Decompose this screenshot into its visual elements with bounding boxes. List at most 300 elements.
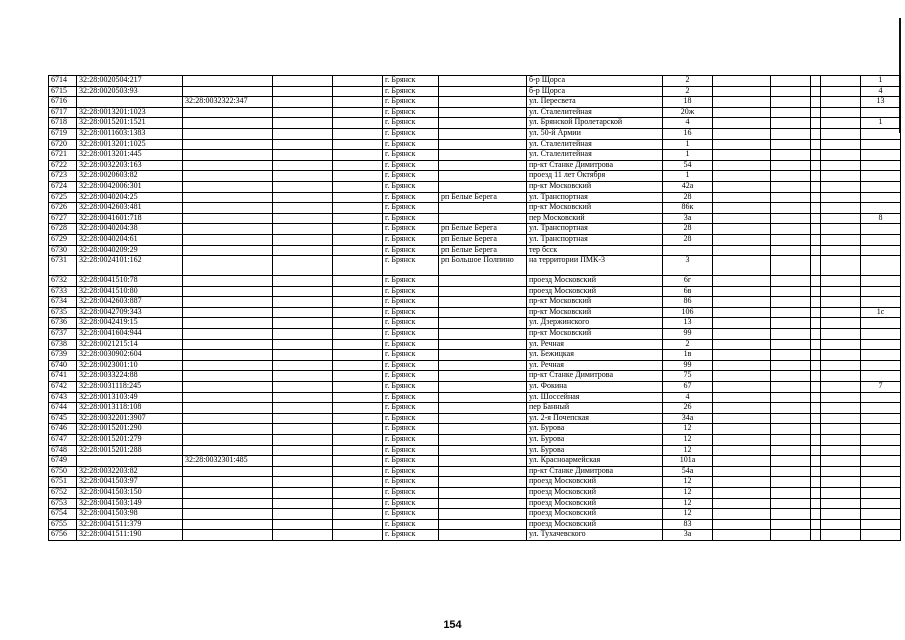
table-row [49, 160, 901, 171]
settlement-cell [439, 456, 527, 467]
cadastral-number-alt-cell [183, 139, 273, 150]
row-number-cell: 6725 [49, 192, 77, 203]
apartment-cell [861, 435, 901, 446]
apartment-cell [861, 256, 901, 276]
apartment-cell: 1 [861, 118, 901, 129]
empty-cell [713, 477, 771, 488]
apartment-cell [861, 107, 901, 118]
house-number-cell: 20ж [663, 107, 713, 118]
settlement-cell [439, 350, 527, 361]
table-row [49, 318, 901, 329]
empty-cell [333, 530, 383, 541]
empty-cell [273, 181, 333, 192]
row-number-cell: 6734 [49, 297, 77, 308]
empty-cell [333, 128, 383, 139]
street-cell: ул. Сталелитейная [527, 107, 663, 118]
apartment-cell: 8 [861, 213, 901, 224]
city-cell: г. Брянск [383, 97, 439, 108]
city-cell: г. Брянск [383, 456, 439, 467]
empty-cell [771, 371, 811, 382]
cadastral-number-alt-cell [183, 350, 273, 361]
table-row [49, 424, 901, 435]
house-number-cell: 54а [663, 466, 713, 477]
empty-cell [273, 477, 333, 488]
apartment-cell [861, 350, 901, 361]
cadastral-number-alt-cell [183, 128, 273, 139]
empty-cell [771, 86, 811, 97]
city-cell: г. Брянск [383, 339, 439, 350]
cadastral-number-cell: 32:28:0015201:1521 [77, 118, 183, 129]
cadastral-number-alt-cell [183, 466, 273, 477]
city-cell: г. Брянск [383, 509, 439, 520]
empty-cell [811, 318, 821, 329]
apartment-cell [861, 403, 901, 414]
apartment-cell [861, 139, 901, 150]
apartment-cell [861, 171, 901, 182]
table-row [49, 339, 901, 350]
cadastral-number-cell: 32:28:0013103:49 [77, 392, 183, 403]
empty-cell [811, 413, 821, 424]
cadastral-number-alt-cell [183, 413, 273, 424]
house-number-cell: 28 [663, 224, 713, 235]
house-number-cell: 1 [663, 150, 713, 161]
empty-cell [713, 530, 771, 541]
apartment-cell [861, 371, 901, 382]
cadastral-number-cell: 32:28:0032203:163 [77, 160, 183, 171]
empty-cell [771, 213, 811, 224]
empty-cell [821, 234, 861, 245]
street-cell: на территории ПМК-3 [527, 256, 663, 276]
empty-cell [811, 297, 821, 308]
street-cell: ул. Брянской Пролетарской [527, 118, 663, 129]
row-number-cell: 6751 [49, 477, 77, 488]
empty-cell [333, 307, 383, 318]
cadastral-number-alt-cell [183, 213, 273, 224]
empty-cell [713, 276, 771, 287]
row-number-cell: 6746 [49, 424, 77, 435]
empty-cell [771, 498, 811, 509]
empty-cell [771, 160, 811, 171]
cadastral-number-cell: 32:28:0011603:1383 [77, 128, 183, 139]
empty-cell [771, 224, 811, 235]
table-row [49, 171, 901, 182]
cadastral-number-cell: 32:28:0033224:88 [77, 371, 183, 382]
empty-cell [771, 171, 811, 182]
street-cell: ул. 50-й Армии [527, 128, 663, 139]
apartment-cell [861, 150, 901, 161]
empty-cell [333, 466, 383, 477]
empty-cell [273, 329, 333, 340]
empty-cell [713, 256, 771, 276]
empty-cell [713, 371, 771, 382]
row-number-cell: 6741 [49, 371, 77, 382]
cadastral-number-alt-cell [183, 403, 273, 414]
cadastral-number-cell: 32:28:0015201:290 [77, 424, 183, 435]
empty-cell [821, 435, 861, 446]
apartment-cell [861, 413, 901, 424]
table-row [49, 350, 901, 361]
empty-cell [811, 245, 821, 256]
cadastral-number-cell [77, 456, 183, 467]
street-cell: ул. Сталелитейная [527, 150, 663, 161]
empty-cell [821, 256, 861, 276]
row-number-cell: 6738 [49, 339, 77, 350]
apartment-cell [861, 339, 901, 350]
apartment-cell [861, 245, 901, 256]
empty-cell [273, 487, 333, 498]
cadastral-number-cell: 32:28:0023001:10 [77, 360, 183, 371]
empty-cell [333, 350, 383, 361]
settlement-cell [439, 297, 527, 308]
table-row [49, 371, 901, 382]
row-number-cell: 6747 [49, 435, 77, 446]
cadastral-number-cell: 32:28:0041511:190 [77, 530, 183, 541]
empty-cell [273, 519, 333, 530]
table-row [49, 530, 901, 541]
empty-cell [771, 509, 811, 520]
empty-cell [821, 498, 861, 509]
cadastral-number-alt-cell [183, 318, 273, 329]
cadastral-number-alt-cell [183, 530, 273, 541]
empty-cell [811, 498, 821, 509]
cadastral-number-alt-cell [183, 435, 273, 446]
empty-cell [713, 160, 771, 171]
empty-cell [713, 128, 771, 139]
apartment-cell [861, 487, 901, 498]
empty-cell [821, 97, 861, 108]
empty-cell [273, 307, 333, 318]
empty-cell [811, 276, 821, 287]
empty-cell [273, 171, 333, 182]
city-cell: г. Брянск [383, 245, 439, 256]
settlement-cell [439, 530, 527, 541]
house-number-cell: 83 [663, 519, 713, 530]
table-row [49, 86, 901, 97]
row-number-cell: 6724 [49, 181, 77, 192]
table-row [49, 477, 901, 488]
settlement-cell [439, 318, 527, 329]
settlement-cell [439, 128, 527, 139]
apartment-cell [861, 360, 901, 371]
empty-cell [771, 456, 811, 467]
empty-cell [821, 76, 861, 87]
empty-cell [821, 360, 861, 371]
street-cell: ул. Пересвета [527, 97, 663, 108]
street-cell: пр-кт Станке Димитрова [527, 371, 663, 382]
street-cell: проезд 11 лет Октября [527, 171, 663, 182]
empty-cell [713, 203, 771, 214]
city-cell: г. Брянск [383, 318, 439, 329]
cadastral-number-cell: 32:28:0030902:604 [77, 350, 183, 361]
apartment-cell [861, 297, 901, 308]
empty-cell [333, 107, 383, 118]
settlement-cell [439, 181, 527, 192]
street-cell: ул. Сталелитейная [527, 139, 663, 150]
table-row [49, 519, 901, 530]
empty-cell [273, 256, 333, 276]
street-cell: ул. Речная [527, 339, 663, 350]
empty-cell [333, 203, 383, 214]
street-cell: проезд Московский [527, 498, 663, 509]
empty-cell [811, 487, 821, 498]
apartment-cell [861, 160, 901, 171]
house-number-cell: 106 [663, 307, 713, 318]
settlement-cell [439, 403, 527, 414]
cadastral-number-cell: 32:28:0031118:245 [77, 382, 183, 393]
table-row [49, 413, 901, 424]
house-number-cell: 26 [663, 403, 713, 414]
cadastral-number-cell: 32:28:0015201:288 [77, 445, 183, 456]
settlement-cell [439, 371, 527, 382]
house-number-cell: 16 [663, 128, 713, 139]
empty-cell [811, 509, 821, 520]
empty-cell [821, 329, 861, 340]
settlement-cell [439, 498, 527, 509]
empty-cell [273, 76, 333, 87]
empty-cell [821, 171, 861, 182]
row-number-cell: 6756 [49, 530, 77, 541]
empty-cell [811, 256, 821, 276]
house-number-cell: 13 [663, 318, 713, 329]
house-number-cell: 1 [663, 139, 713, 150]
street-cell: тер бсск [527, 245, 663, 256]
empty-cell [821, 224, 861, 235]
empty-cell [273, 456, 333, 467]
empty-cell [713, 350, 771, 361]
row-number-cell: 6714 [49, 76, 77, 87]
empty-cell [713, 224, 771, 235]
cadastral-number-alt-cell [183, 424, 273, 435]
empty-cell [273, 339, 333, 350]
empty-cell [333, 224, 383, 235]
street-cell: пр-кт Московский [527, 181, 663, 192]
empty-cell [771, 466, 811, 477]
empty-cell [333, 360, 383, 371]
empty-cell [821, 477, 861, 488]
city-cell: г. Брянск [383, 86, 439, 97]
table-row [49, 286, 901, 297]
empty-cell [821, 307, 861, 318]
empty-cell [273, 86, 333, 97]
empty-cell [771, 350, 811, 361]
cadastral-number-cell: 32:28:0041511:379 [77, 519, 183, 530]
apartment-cell [861, 519, 901, 530]
row-number-cell: 6715 [49, 86, 77, 97]
city-cell: г. Брянск [383, 224, 439, 235]
apartment-cell [861, 424, 901, 435]
apartment-cell [861, 224, 901, 235]
apartment-cell [861, 466, 901, 477]
city-cell: г. Брянск [383, 498, 439, 509]
city-cell: г. Брянск [383, 360, 439, 371]
empty-cell [821, 245, 861, 256]
apartment-cell: 7 [861, 382, 901, 393]
empty-cell [333, 318, 383, 329]
row-number-cell: 6726 [49, 203, 77, 214]
empty-cell [713, 107, 771, 118]
empty-cell [821, 276, 861, 287]
city-cell: г. Брянск [383, 234, 439, 245]
empty-cell [811, 382, 821, 393]
house-number-cell: 18 [663, 97, 713, 108]
city-cell: г. Брянск [383, 487, 439, 498]
row-number-cell: 6752 [49, 487, 77, 498]
table-row [49, 403, 901, 414]
empty-cell [713, 456, 771, 467]
cadastral-number-alt-cell [183, 118, 273, 129]
row-number-cell: 6716 [49, 97, 77, 108]
table-row [49, 224, 901, 235]
empty-cell [333, 97, 383, 108]
empty-cell [713, 424, 771, 435]
empty-cell [811, 445, 821, 456]
empty-cell [273, 128, 333, 139]
empty-cell [333, 286, 383, 297]
empty-cell [811, 213, 821, 224]
empty-cell [811, 86, 821, 97]
table-row [49, 487, 901, 498]
empty-cell [713, 86, 771, 97]
cadastral-number-alt-cell [183, 234, 273, 245]
empty-cell [273, 297, 333, 308]
row-number-cell: 6733 [49, 286, 77, 297]
empty-cell [821, 318, 861, 329]
cadastral-number-alt-cell [183, 519, 273, 530]
house-number-cell: 101а [663, 456, 713, 467]
street-cell: ул. Фокина [527, 382, 663, 393]
empty-cell [273, 445, 333, 456]
empty-cell [821, 118, 861, 129]
empty-cell [713, 413, 771, 424]
row-number-cell: 6745 [49, 413, 77, 424]
table-row [49, 139, 901, 150]
settlement-cell [439, 360, 527, 371]
cadastral-number-cell: 32:28:0041503:97 [77, 477, 183, 488]
city-cell: г. Брянск [383, 403, 439, 414]
apartment-cell [861, 445, 901, 456]
empty-cell [771, 307, 811, 318]
settlement-cell [439, 171, 527, 182]
empty-cell [771, 403, 811, 414]
empty-cell [771, 256, 811, 276]
empty-cell [333, 139, 383, 150]
settlement-cell [439, 477, 527, 488]
empty-cell [811, 477, 821, 488]
empty-cell [821, 203, 861, 214]
table-row [49, 360, 901, 371]
cadastral-number-alt-cell [183, 297, 273, 308]
empty-cell [821, 150, 861, 161]
empty-cell [811, 192, 821, 203]
row-number-cell: 6723 [49, 171, 77, 182]
empty-cell [811, 97, 821, 108]
empty-cell [821, 339, 861, 350]
cadastral-number-alt-cell [183, 224, 273, 235]
street-cell: проезд Московский [527, 519, 663, 530]
cadastral-number-alt-cell [183, 86, 273, 97]
city-cell: г. Брянск [383, 307, 439, 318]
apartment-cell [861, 181, 901, 192]
settlement-cell [439, 424, 527, 435]
empty-cell [713, 192, 771, 203]
apartment-cell: 13 [861, 97, 901, 108]
street-cell: проезд Московский [527, 509, 663, 520]
city-cell: г. Брянск [383, 213, 439, 224]
table-row [49, 181, 901, 192]
empty-cell [713, 181, 771, 192]
house-number-cell: 2 [663, 86, 713, 97]
settlement-cell [439, 509, 527, 520]
empty-cell [333, 339, 383, 350]
cadastral-number-cell: 32:28:0041601:718 [77, 213, 183, 224]
settlement-cell [439, 160, 527, 171]
street-cell: ул. Дзержинского [527, 318, 663, 329]
table-row [49, 382, 901, 393]
house-number-cell: 2 [663, 339, 713, 350]
empty-cell [333, 382, 383, 393]
city-cell: г. Брянск [383, 297, 439, 308]
empty-cell [713, 97, 771, 108]
empty-cell [811, 403, 821, 414]
row-number-cell: 6750 [49, 466, 77, 477]
row-number-cell: 6721 [49, 150, 77, 161]
cadastral-number-cell: 32:28:0013201:1025 [77, 139, 183, 150]
row-number-cell: 6748 [49, 445, 77, 456]
empty-cell [333, 213, 383, 224]
house-number-cell: 12 [663, 498, 713, 509]
house-number-cell: 28 [663, 192, 713, 203]
cadastral-number-alt-cell [183, 307, 273, 318]
house-number-cell [663, 245, 713, 256]
table-row [49, 307, 901, 318]
empty-cell [333, 424, 383, 435]
empty-cell [771, 297, 811, 308]
house-number-cell: 67 [663, 382, 713, 393]
row-number-cell: 6755 [49, 519, 77, 530]
empty-cell [821, 487, 861, 498]
table-row [49, 118, 901, 129]
empty-cell [273, 371, 333, 382]
empty-cell [771, 435, 811, 446]
empty-cell [771, 286, 811, 297]
cadastral-number-cell: 32:28:0015201:279 [77, 435, 183, 446]
table-row [49, 392, 901, 403]
cadastral-number-cell: 32:28:0042603:887 [77, 297, 183, 308]
row-number-cell: 6720 [49, 139, 77, 150]
settlement-cell [439, 307, 527, 318]
empty-cell [811, 118, 821, 129]
cadastral-number-alt-cell [183, 329, 273, 340]
empty-cell [713, 318, 771, 329]
row-number-cell: 6735 [49, 307, 77, 318]
empty-cell [713, 487, 771, 498]
apartment-cell [861, 329, 901, 340]
empty-cell [273, 160, 333, 171]
cadastral-number-cell [77, 97, 183, 108]
apartment-cell [861, 128, 901, 139]
empty-cell [273, 139, 333, 150]
empty-cell [821, 413, 861, 424]
street-cell: пр-кт Московский [527, 307, 663, 318]
empty-cell [333, 245, 383, 256]
apartment-cell: 4 [861, 86, 901, 97]
cadastral-number-cell: 32:28:0013118:108 [77, 403, 183, 414]
city-cell: г. Брянск [383, 350, 439, 361]
empty-cell [811, 128, 821, 139]
empty-cell [771, 530, 811, 541]
row-number-cell: 6753 [49, 498, 77, 509]
apartment-cell [861, 192, 901, 203]
